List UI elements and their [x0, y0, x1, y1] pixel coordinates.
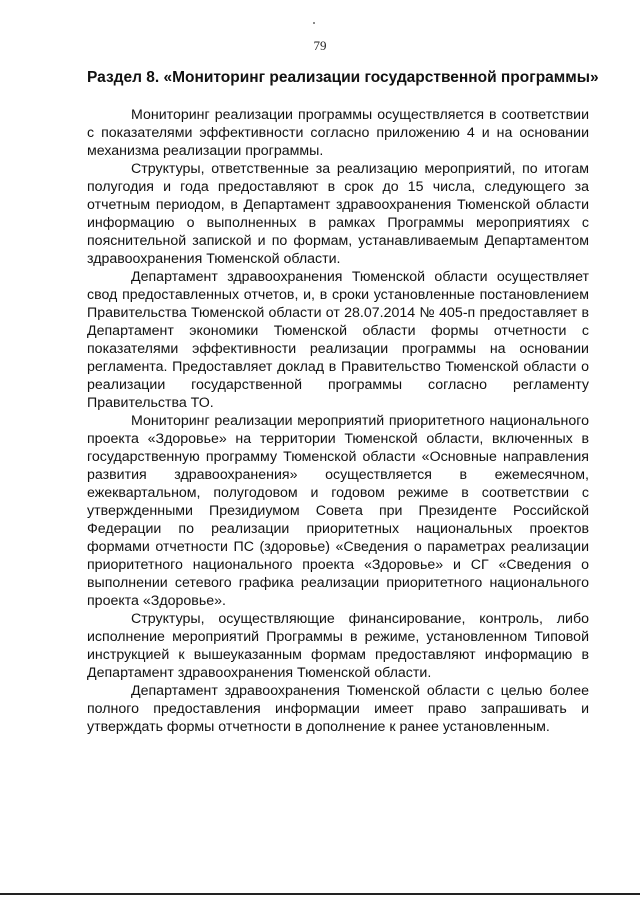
paragraph-national-project: Мониторинг реализации мероприятий приоритетного национального проекта «Здоровье» на территории Тюменской области, включенных в государственную программу Тюменской области «Основные направления развития здравоохранения» осуществляется в ежемесячном, ежеквартальном, полугодовом и годовом режиме в соответствии с утвержденными Президиумом Совета при Президенте Российской Федерации по реализации приоритетных национальных проектов формами отчетности ПС (здоровье) «Сведения о параметрах реализации приоритетного национального проекта «Здоровье» и СГ «Сведения о выполнении сетевого графика реализации приоритетного национального проекта «Здоровье». — [87, 413, 589, 609]
paragraph-reporting-rights: Департамент здравоохранения Тюменской области с целью более полного предоставления информации имеет право запрашивать и утверждать формы отчетности в дополнение к ранее установленным. — [87, 683, 589, 735]
section-title: Раздел 8. «Мониторинг реализации государственной программы» — [87, 69, 599, 86]
page-bottom-edge — [0, 893, 640, 895]
scan-speck — [313, 22, 315, 24]
paragraph-responsible-structures: Структуры, ответственные за реализацию мероприятий, по итогам полугодия и года предоставляют в срок до 15 числа, следующего за отчетным периодом, в Департамент здравоохранения Тюменской области информацию о выполненных в рамках Программы мероприятиях с пояснительной запиской и по формам, устанавливаемым Департаментом здравоохранения Тюменской области. — [87, 161, 589, 267]
page-number: 79 — [313, 38, 327, 53]
paragraph-financing-structures: Структуры, осуществляющие финансирование, контроль, либо исполнение мероприятий Программы в режиме, установленном Типовой инструкцией к вышеуказанным формам предоставляют информацию в Департамент здравоохранения Тюменской области. — [87, 611, 589, 681]
body-text — [87, 106, 589, 736]
paragraph-monitoring-basis: Мониторинг реализации программы осуществляется в соответствии с показателями эффективности согласно приложению 4 и на основании механизма реализации программы. — [87, 107, 589, 159]
paragraph-department-summary: Департамент здравоохранения Тюменской области осуществляет свод предоставленных отчетов, и, в сроки установленные постановлением Правительства Тюменской области от 28.07.2014 № 405-п предоставляет в Департамент экономики Тюменской области формы отчетности с показателями эффективности реализации программы на основании регламента. Предоставляет доклад в Правительство Тюменской области о реализации государственной программы согласно регламенту Правительства ТО. — [87, 269, 589, 411]
